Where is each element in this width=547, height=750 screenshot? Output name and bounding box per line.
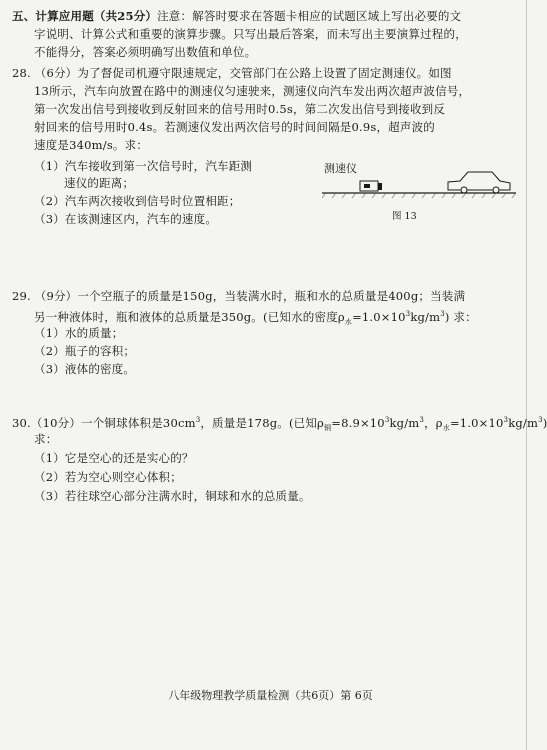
q30-text-1d: kg/m bbox=[389, 415, 420, 430]
scan-edge bbox=[526, 0, 527, 750]
q28-line-5: 速度是340m/s。求： bbox=[34, 138, 149, 152]
instruction-line-3: 不能得分，答案必须明确写出数值和单位。 bbox=[34, 45, 257, 59]
q30-sub-copper: 铜 bbox=[324, 424, 332, 433]
q30-exp-3: 3 bbox=[419, 416, 425, 424]
q30-text-1e: ，ρ bbox=[424, 415, 443, 430]
q30-text-1h: ) bbox=[542, 415, 547, 430]
speed-meter-label: 测速仪 bbox=[324, 162, 357, 175]
q30-line-2: 求： bbox=[34, 432, 58, 446]
q28-sub-1: （1）汽车接收到第一次信号时，汽车距测 bbox=[34, 159, 253, 173]
road-hatch bbox=[322, 193, 516, 198]
q30-exp-1: 3 bbox=[195, 416, 201, 424]
car-icon bbox=[448, 172, 510, 193]
q30-sub-2: （2）若为空心则空心体积； bbox=[34, 470, 182, 484]
q30-text-1b: ，质量是178g。(已知ρ bbox=[200, 415, 325, 430]
q28-line-3: 第一次发出信号到接收到反射回来的信号用时0.5s，第二次发出信号到接收到反 bbox=[34, 102, 446, 116]
q29-exp-2: 3 bbox=[440, 310, 445, 318]
q29-text-2d: ) 求： bbox=[444, 309, 477, 324]
q30-text-1c: =8.9×10 bbox=[331, 415, 385, 430]
q28-line-2: 13所示，汽车向放置在路中的测速仪匀速驶来，测速仪向汽车发出两次超声波信号， bbox=[34, 84, 471, 98]
q30-sub-3: （3）若往球空心部分注满水时，铜球和水的总质量。 bbox=[34, 489, 311, 503]
q28-sub-2: （2）汽车两次接收到信号时位置相距； bbox=[34, 194, 241, 208]
q30-sub-water: 水 bbox=[442, 424, 450, 433]
q28-number: 28. bbox=[12, 66, 31, 80]
q30-text-1a: （10分）一个铜球体积是30cm bbox=[30, 415, 196, 430]
q30-text-1g: kg/m bbox=[508, 415, 539, 430]
q29-number: 29. bbox=[12, 289, 31, 303]
q30-line-1 bbox=[12, 413, 547, 436]
q29-sub-2: （2）瓶子的容积； bbox=[34, 344, 136, 358]
q28-sub-3: （3）在该测速区内，汽车的速度。 bbox=[34, 212, 218, 226]
q30-text-1f: =1.0×10 bbox=[449, 415, 504, 430]
q29-line-1 bbox=[12, 289, 465, 304]
q30-number: 30. bbox=[12, 415, 31, 430]
instruction-line-2: 字说明、计算公式和重要的演算步骤。只写出最后答案，而未写出主要演算过程的， bbox=[34, 27, 467, 41]
q29-text-2a: 另一种液体时，瓶和液体的总质量是350g。(已知水的密度ρ bbox=[34, 309, 345, 324]
figure-13-caption: 图 13 bbox=[392, 211, 417, 222]
page-footer: 八年级物理教学质量检测（共6页）第 6页 bbox=[168, 689, 373, 702]
q28-line-4: 射回来的信号用时0.4s。若测速仪发出两次信号的时间间隔是0.9s，超声波的 bbox=[34, 120, 435, 134]
q29-sub-3: （3）液体的密度。 bbox=[34, 362, 136, 376]
q30-exp-5: 3 bbox=[538, 416, 543, 424]
q29-text-2b: =1.0×10 bbox=[352, 309, 406, 324]
q28-line-1 bbox=[12, 66, 452, 81]
q29-sub-water: 水 bbox=[344, 318, 353, 327]
q29-sub-1: （1）水的质量； bbox=[34, 326, 124, 340]
speed-meter-icon bbox=[360, 181, 382, 191]
section-heading-line bbox=[12, 9, 461, 24]
q29-exp-1: 3 bbox=[405, 310, 411, 318]
section-heading: 五、计算应用题（共25分） bbox=[12, 9, 158, 23]
q30-exp-2: 3 bbox=[384, 416, 390, 424]
q29-text-1: （9分）一个空瓶子的质量是150g，当装满水时，瓶和水的总质量是400g；当装满 bbox=[34, 289, 466, 303]
q29-text-2c: kg/m bbox=[410, 309, 441, 324]
figure-13-speed-camera bbox=[320, 160, 520, 220]
q28-text-1: （6分）为了督促司机遵守限速规定，交管部门在公路上设置了固定测速仪。如图 bbox=[34, 66, 452, 80]
q28-sub-1-cont: 速仪的距离； bbox=[64, 176, 135, 190]
q30-sub-1: （1）它是空心的还是实心的？ bbox=[34, 451, 194, 465]
q30-exp-4: 3 bbox=[503, 416, 509, 424]
instruction-line-1: 注意：解答时要求在答题卡相应的试题区域上写出必要的文 bbox=[157, 9, 462, 23]
